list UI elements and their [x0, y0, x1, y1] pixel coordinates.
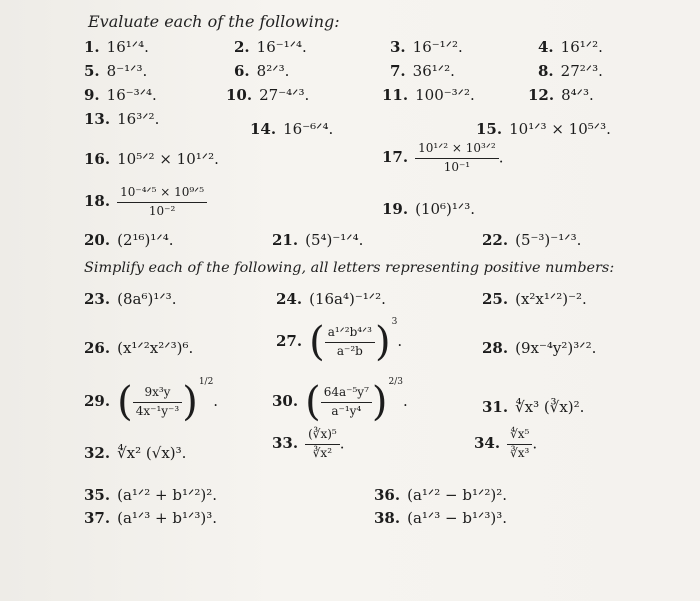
- problem-34: 34. $\frac{\text{∜x⁵}}{\text{∛x³}}$ .: [474, 427, 538, 460]
- problem-4: 4. 16¹ᐟ².: [538, 38, 603, 56]
- problem-9: 9. 16⁻³ᐟ⁴.: [84, 86, 157, 104]
- problem-3: 3. 16⁻¹ᐟ².: [390, 38, 463, 56]
- problem-30: 30. ( $\frac{\text{64a⁻⁵y⁷}}{\text{a⁻¹y⁴}}$ )$^{2/3}$.: [272, 377, 408, 425]
- evaluate-heading: Evaluate each of the following:: [88, 12, 340, 31]
- problem-11: 11. 100⁻³ᐟ².: [382, 86, 475, 104]
- problem-16: 16. 10⁵ᐟ² × 10¹ᐟ².: [84, 150, 219, 168]
- problem-31: 31. ∜x³ (∛x)².: [482, 398, 585, 416]
- problem-29: 29. ( $\frac{\text{9x³y}}{\text{4x⁻¹y⁻³}}$ )$^{1/2}$.: [84, 377, 219, 425]
- problem-2: 2. 16⁻¹ᐟ⁴.: [234, 38, 307, 56]
- problem-22: 22. (5⁻³)⁻¹ᐟ³.: [482, 231, 582, 249]
- problem-6: 6. 8²ᐟ³.: [234, 62, 290, 80]
- problem-33: 33. $\frac{\text{(∛x)⁵}}{\text{∛x²}}$ .: [272, 427, 345, 460]
- problem-35: 35. (a¹ᐟ² + b¹ᐟ²)².: [84, 486, 217, 504]
- problem-5: 5. 8⁻¹ᐟ³.: [84, 62, 148, 80]
- problem-12: 12. 8⁴ᐟ³.: [528, 86, 594, 104]
- problem-14: 14. 16⁻⁶ᐟ⁴.: [250, 120, 334, 138]
- problem-23: 23. (8a⁶)¹ᐟ³.: [84, 290, 177, 308]
- problem-10: 10. 27⁻⁴ᐟ³.: [226, 86, 310, 104]
- problem-25: 25. (x²x¹ᐟ²)⁻².: [482, 290, 587, 308]
- problem-37: 37. (a¹ᐟ³ + b¹ᐟ³)³.: [84, 509, 217, 527]
- problem-32: 32. ∜x² (√x)³.: [84, 444, 187, 462]
- problem-20: 20. (2¹⁶)¹ᐟ⁴.: [84, 231, 174, 249]
- problem-13: 13. 16³ᐟ².: [84, 110, 160, 128]
- problem-24: 24. (16a⁴)⁻¹ᐟ².: [276, 290, 386, 308]
- problem-36: 36. (a¹ᐟ² − b¹ᐟ²)².: [374, 486, 507, 504]
- problem-38: 38. (a¹ᐟ³ − b¹ᐟ³)³.: [374, 509, 507, 527]
- problem-28: 28. (9x⁻⁴y²)³ᐟ².: [482, 339, 597, 357]
- problem-8: 8. 27²ᐟ³.: [538, 62, 603, 80]
- problem-26: 26. (x¹ᐟ²x²ᐟ³)⁶.: [84, 339, 194, 357]
- problem-1: 1. 16¹ᐟ⁴.: [84, 38, 149, 56]
- problem-17: 17. $\frac{\text{10¹ᐟ² × 10³ᐟ²}}{\text{10⁻¹}}$ .: [382, 141, 504, 174]
- simplify-heading: Simplify each of the following, all letters representing positive numbers:: [84, 260, 615, 276]
- problem-19: 19. (10⁶)¹ᐟ³.: [382, 200, 476, 218]
- problem-15: 15. 10¹ᐟ³ × 10⁵ᐟ³.: [476, 120, 611, 138]
- problem-18: 18. $\frac{\text{10⁻⁴ᐟ⁵ × 10⁹ᐟ⁵}}{\text{10⁻²}}$: [84, 186, 207, 219]
- problem-21: 21. (5⁴)⁻¹ᐟ⁴.: [272, 231, 364, 249]
- problem-7: 7. 36¹ᐟ².: [390, 62, 455, 80]
- problem-27: 27. ( $\frac{\text{a¹ᐟ²b⁴ᐟ³}}{\text{a⁻²b}}$ )$^3$.: [276, 317, 403, 365]
